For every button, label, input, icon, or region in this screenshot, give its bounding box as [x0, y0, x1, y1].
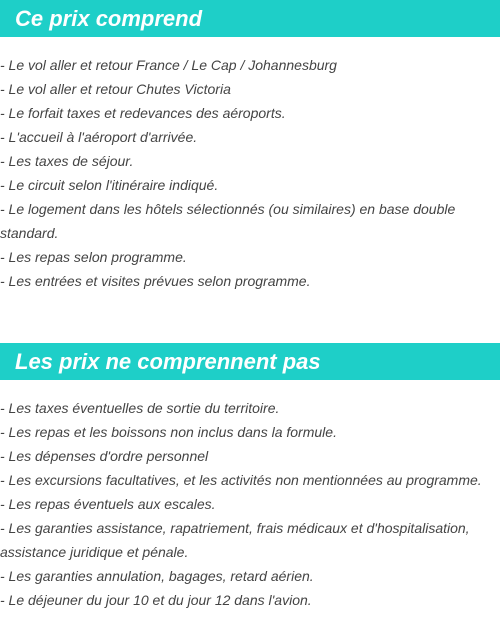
list-item: - Les repas éventuels aux escales.	[0, 496, 216, 512]
list-item: - Les garanties assistance, rapatriement, frais médicaux et d'hospitalisation, assistance juridique et pénale.	[0, 520, 470, 560]
list-item: - Les entrées et visites prévues selon programme.	[0, 273, 311, 289]
list-item: - L'accueil à l'aéroport d'arrivée.	[0, 129, 198, 145]
list-item: - Le forfait taxes et redevances des aéroports.	[0, 105, 286, 121]
excluded-section-title: Les prix ne comprennent pas	[0, 343, 500, 380]
list-item: - Les repas selon programme.	[0, 249, 187, 265]
included-list	[0, 53, 500, 293]
list-item: - Le vol aller et retour Chutes Victoria	[0, 81, 231, 97]
list-item: - Les excursions facultatives, et les activités non mentionnées au programme.	[0, 472, 482, 488]
list-item: - Les dépenses d'ordre personnel	[0, 448, 209, 464]
list-item: - Le déjeuner du jour 10 et du jour 12 dans l'avion.	[0, 592, 312, 608]
list-item: - Les taxes éventuelles de sortie du territoire.	[0, 400, 280, 416]
included-section-title: Ce prix comprend	[0, 0, 500, 37]
list-item: - Le vol aller et retour France / Le Cap / Johannesburg	[0, 57, 337, 73]
excluded-list	[0, 396, 500, 612]
list-item: - Le logement dans les hôtels sélectionnés (ou similaires) en base double standard.	[0, 201, 456, 241]
list-item: - Les taxes de séjour.	[0, 153, 134, 169]
list-item: - Les repas et les boissons non inclus dans la formule.	[0, 424, 337, 440]
list-item: - Le circuit selon l'itinéraire indiqué.	[0, 177, 219, 193]
list-item: - Les garanties annulation, bagages, retard aérien.	[0, 568, 314, 584]
